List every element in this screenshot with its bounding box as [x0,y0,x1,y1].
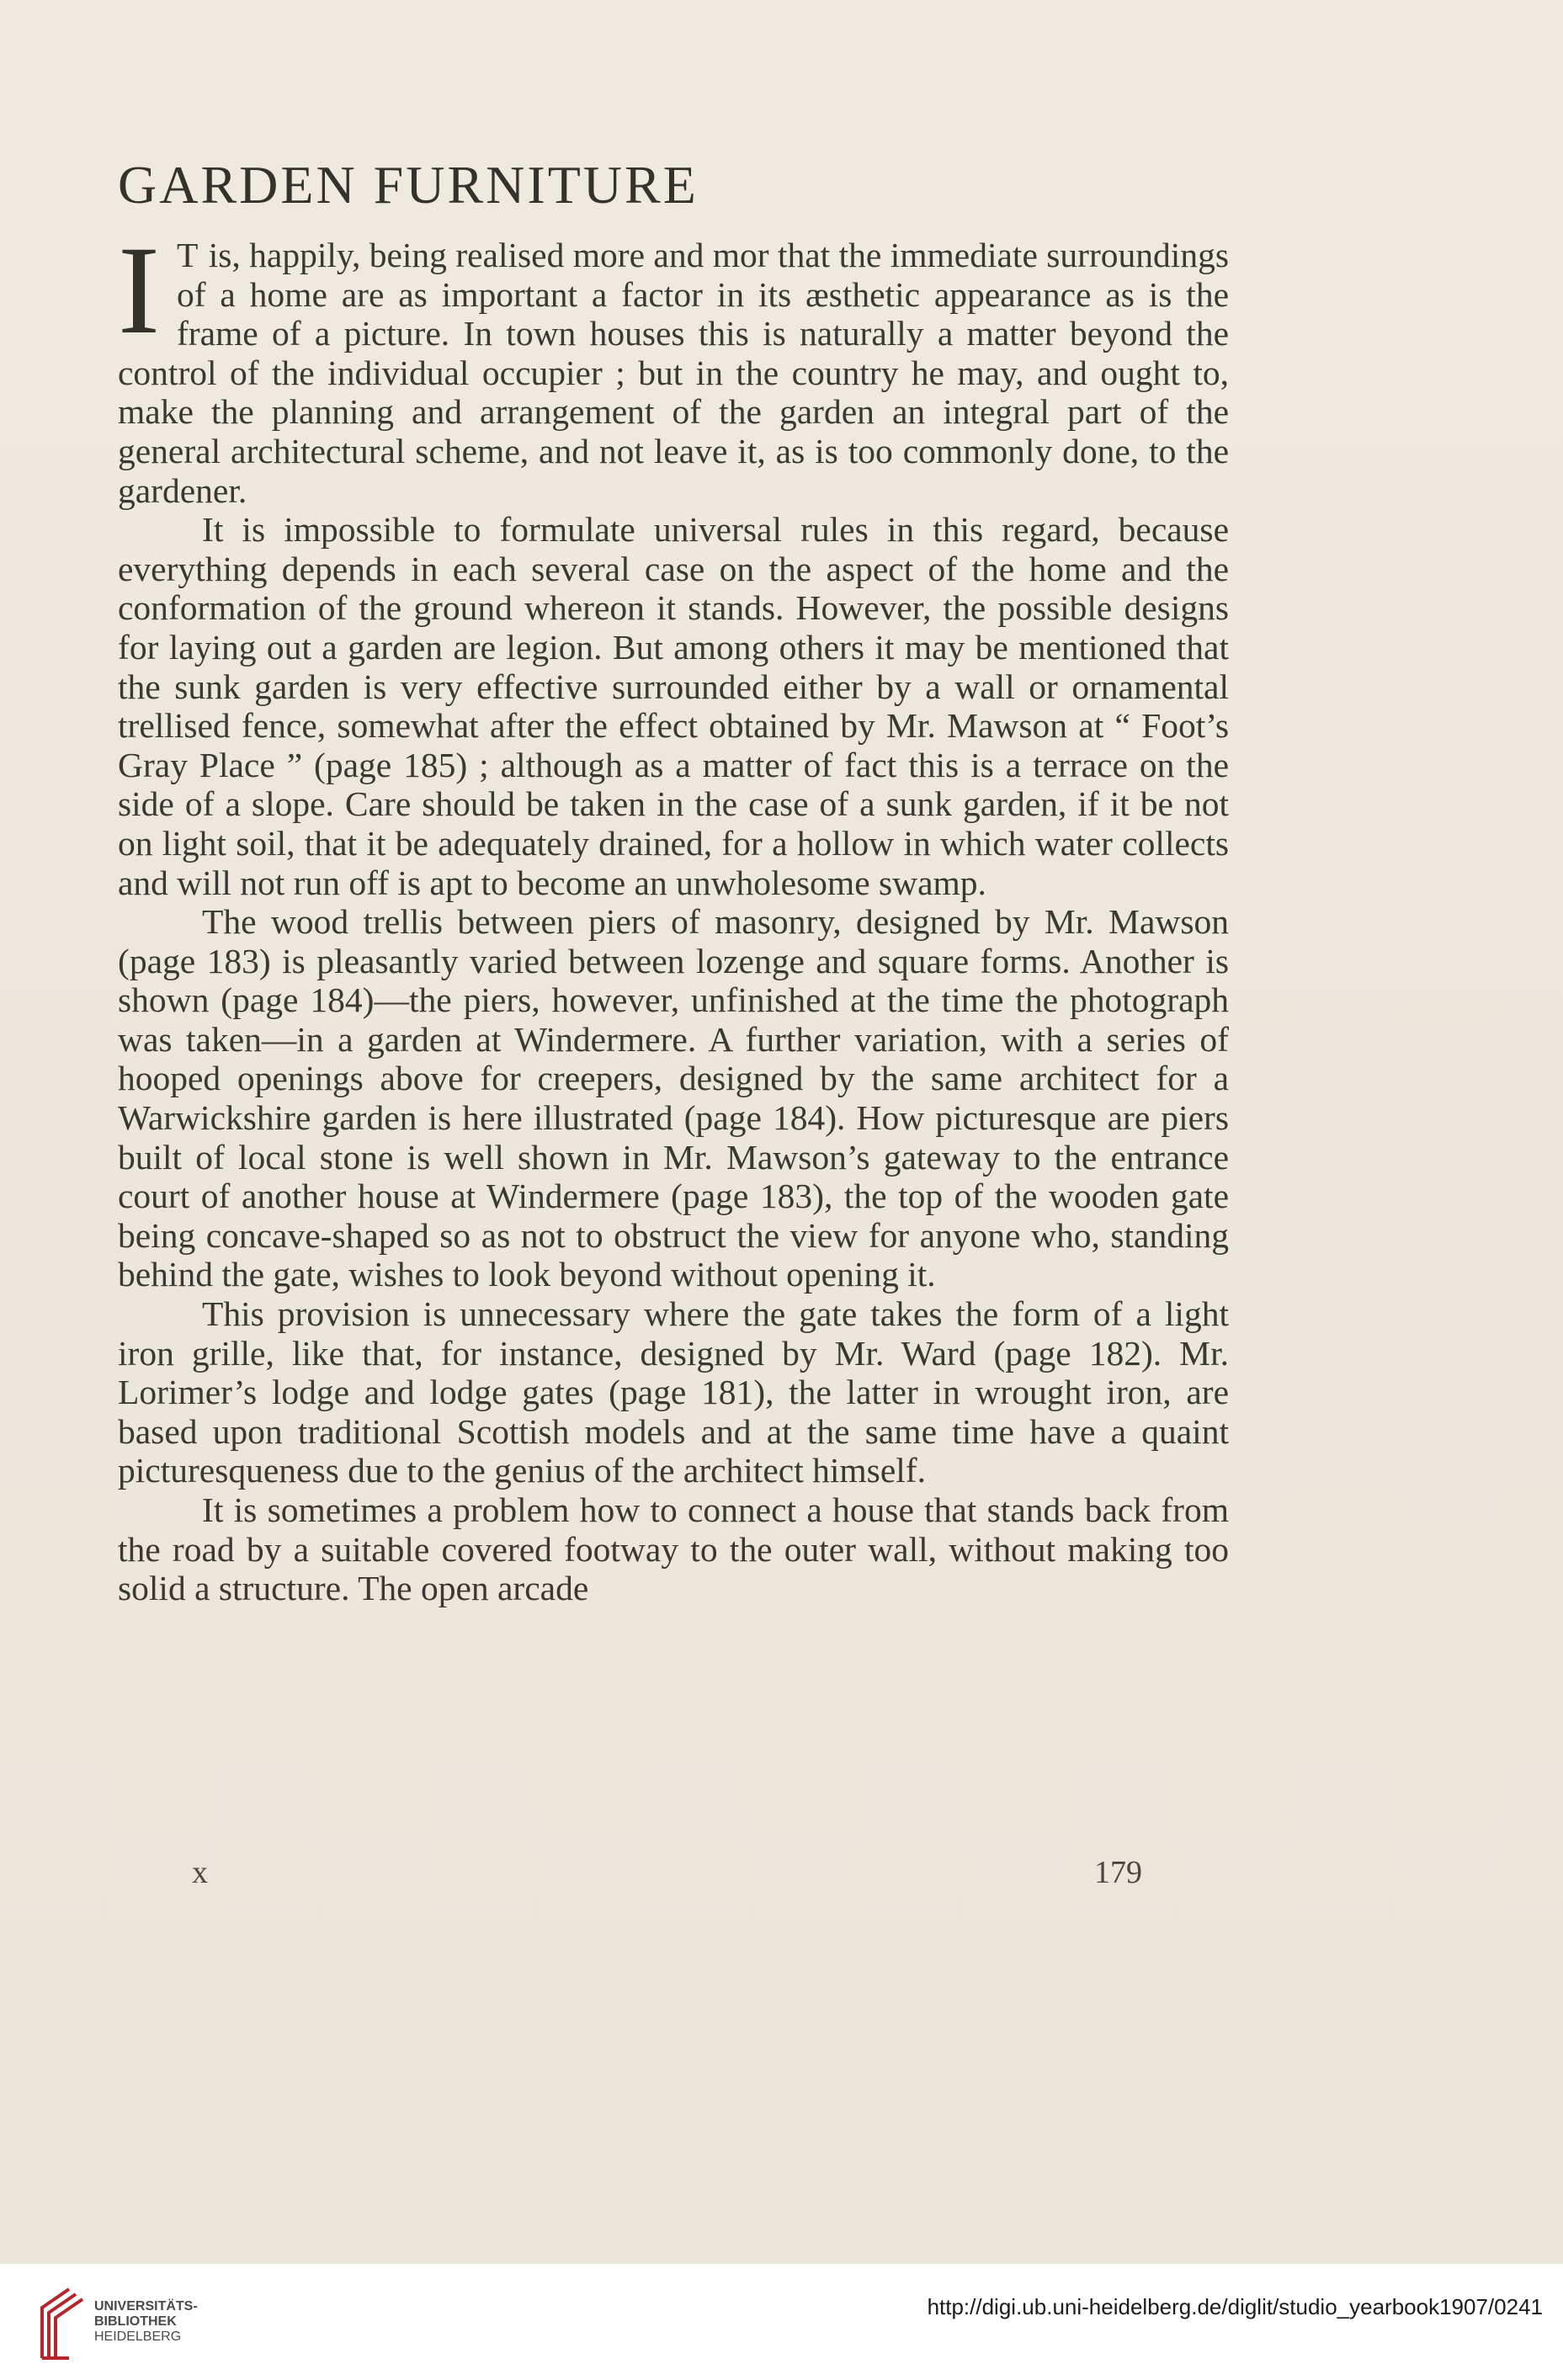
library-footer [0,2264,1563,2380]
signature-mark: x [192,1855,208,1890]
drop-cap: I [118,220,160,360]
paragraph-5: It is sometimes a problem how to connect a house that stands back from the road by a suitable covered footway to the outer wall, without making too solid a structure. The open arcade [118,1490,1229,1608]
first-word: T [176,236,200,274]
library-name [94,2299,198,2345]
paragraph-3: The wood trellis between piers of masonry, designed by Mr. Mawson (page 183) is pleasantly varied between lozenge and square forms. Another is shown (page 184)—the piers, however, unfinished at the time the photograph was taken—in a garden at Windermere. A further variation, with a series of hooped openings above for creepers, designed by the same architect for a Warwickshire garden is here illustrated (page 184). How picturesque are piers built of local stone is well shown in Mr. Mawson’s gateway to the entrance court of another house at Windermere (page 183), the top of the wooden gate being concave-shaped so as not to obstruct the view for anyone who, standing behind the gate, wishes to look beyond without opening it. [118,902,1229,1294]
page-title: GARDEN FURNITURE [118,155,699,215]
library-name-line-3: HEIDELBERG [94,2330,182,2344]
paragraph-1 [118,220,1229,510]
article-body [118,220,1229,1608]
paragraph-2: It is impossible to formulate universal rules in this regard, because everything depends in each several case on the aspect of the home and the conformation of the ground whereon it stands. However, the possible designs for laying out a garden are legion. But among others it may be mentioned that the sunk garden is very effective surrounded either by a wall or ornamental trellised fence, somewhat after the effect obtained by Mr. Mawson at “ Foot’s Gray Place ” (page 185) ; although as a matter of fact this is a terrace on the side of a slope. Care should be taken in the case of a sunk garden, if it be not on light soil, that it be adequately drained, for a hollow in which water collects and will not run off is apt to become an unwholesome swamp. [118,510,1229,902]
permalink-url[interactable]: http://digi.ub.uni-heidelberg.de/diglit/studio_yearbook1907/0241 [927,2294,1543,2319]
library-logo-icon [35,2282,86,2363]
page-number: 179 [1094,1855,1142,1890]
library-name-line-1: UNIVERSITÄTS- [94,2299,198,2314]
paragraph-1-text: is, happily, being realised more and mor that the immediate surroundings of a home are as important a factor in its æsthetic appearance as is the frame of a picture. In town houses this is naturally a matter beyond the control of the individual occupier ; but in the country he may, and ought to, make the planning and arrangement of the garden an integral part of the general architectural scheme, and not leave it, as is too commonly done, to the gardener. [118,236,1229,510]
paragraph-4: This provision is unnecessary where the gate takes the form of a light iron grille, like that, for instance, designed by Mr. Ward (page 182). Mr. Lorimer’s lodge and lodge gates (page 181), the latter in wrought iron, are based upon traditional Scottish models and at the same time have a quaint picturesqueness due to the genius of the architect himself. [118,1294,1229,1490]
library-name-line-2: BIBLIOTHEK [94,2314,177,2329]
